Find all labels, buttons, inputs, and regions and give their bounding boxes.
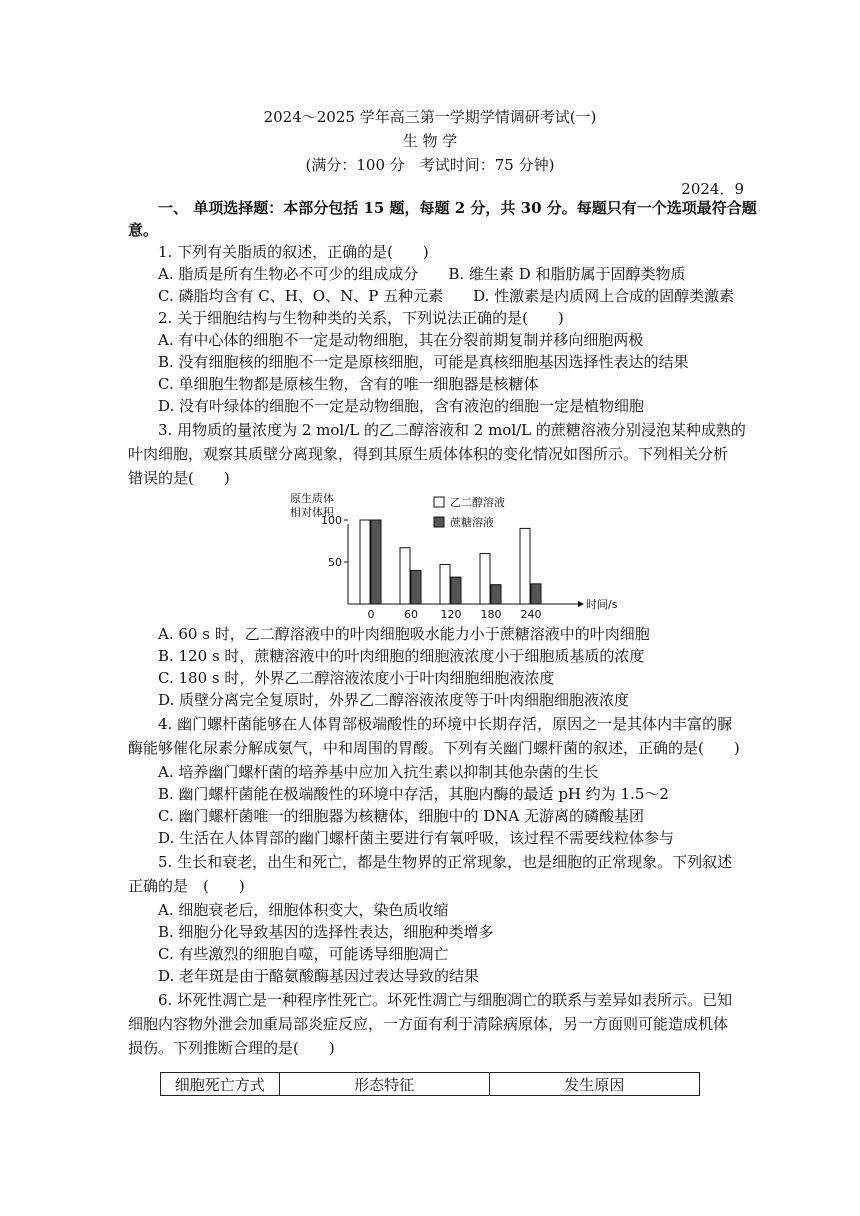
q6-stem-3: 损伤。下列推断合理的是( )	[128, 1039, 335, 1057]
bar-sucrose	[371, 520, 381, 604]
x-tick-label: 180	[480, 608, 502, 620]
q5-option-c: C. 有些激烈的细胞自噬，可能诱导细胞凋亡	[158, 945, 449, 963]
bar-ethylene-glycol	[440, 565, 450, 604]
q3-stem-3: 错误的是( )	[128, 469, 230, 487]
bar-ethylene-glycol	[480, 554, 490, 604]
q2-option-b: B. 没有细胞核的细胞不一定是原核细胞，可能是真核细胞基因选择性表达的结果	[158, 353, 689, 371]
cell-death-table	[160, 1072, 700, 1096]
bar-sucrose	[531, 584, 541, 604]
q4-stem-1: 4. 幽门螺杆菌能够在人体胃部极端酸性的环境中长期存活，原因之一是其体内丰富的脲	[158, 715, 733, 733]
q5-stem-2: 正确的是 ( )	[128, 877, 245, 895]
x-tick-label: 240	[520, 608, 542, 620]
q5-option-a: A. 细胞衰老后，细胞体积变大，染色质收缩	[158, 901, 449, 919]
q3-option-d: D. 质壁分离完全复原时，外界乙二醇溶液浓度等于叶肉细胞细胞液浓度	[158, 691, 630, 709]
bar-sucrose	[451, 577, 461, 604]
q4-option-d: D. 生活在人体胃部的幽门螺杆菌主要进行有氧呼吸，该过程不需要线粒体参与	[158, 829, 675, 847]
x-axis-arrow	[578, 601, 584, 607]
subject-title: 生 物 学	[402, 132, 458, 150]
y-axis-label-line2: 相对体积	[290, 506, 334, 519]
q1-stem: 1. 下列有关脂质的叙述，正确的是( )	[158, 243, 429, 261]
q2-option-c: C. 单细胞生物都是原核生物，含有的唯一细胞器是核糖体	[158, 375, 539, 393]
bar-sucrose	[411, 570, 421, 604]
y-tick-label: 100	[321, 514, 342, 527]
q5-stem-1: 5. 生长和衰老，出生和死亡，都是生物界的正常现象，也是细胞的正常现象。下列叙述	[158, 853, 733, 871]
legend-label: 乙二醇溶液	[450, 496, 505, 509]
q1-options-ab: A. 脂质是所有生物必不可少的组成成分 B. 维生素 D 和脂肪属于固醇类物质	[158, 265, 686, 283]
q2-option-a: A. 有中心体的细胞不一定是动物细胞，其在分裂前期复制并移向细胞两极	[158, 331, 644, 349]
q6-stem-1: 6. 坏死性凋亡是一种程序性死亡。坏死性凋亡与细胞凋亡的联系与差异如表所示。已知	[158, 991, 733, 1009]
q2-option-d: D. 没有叶绿体的细胞不一定是动物细胞，含有液泡的细胞一定是植物细胞	[158, 397, 645, 415]
q3-stem-1: 3. 用物质的量浓度为 2 mol/L 的乙二醇溶液和 2 mol/L 的蔗糖溶液分别浸泡某种成熟的	[158, 421, 746, 439]
bar-sucrose	[491, 585, 501, 604]
q3-option-c: C. 180 s 时，外界乙二醇溶液浓度小于叶肉细胞细胞液浓度	[158, 669, 555, 687]
q4-stem-2: 酶能够催化尿素分解成氨气，中和周围的胃酸。下列有关幽门螺杆菌的叙述，正确的是( )	[128, 739, 740, 757]
q4-option-c: C. 幽门螺杆菌唯一的细胞器为核糖体，细胞中的 DNA 无游离的磷酸基团	[158, 807, 645, 825]
q5-option-d: D. 老年斑是由于酪氨酸酶基因过表达导致的结果	[158, 967, 480, 985]
exam-date: 2024．9	[681, 180, 744, 198]
q1-options-cd: C. 磷脂均含有 C、H、O、N、P 五种元素 D. 性激素是内质网上合成的固醇类激素	[158, 287, 735, 305]
bar-ethylene-glycol	[520, 528, 530, 604]
q2-stem: 2. 关于细胞结构与生物种类的关系，下列说法正确的是( )	[158, 309, 564, 327]
q4-option-a: A. 培养幽门螺杆菌的培养基中应加入抗生素以抑制其他杂菌的生长	[158, 763, 599, 781]
q4-option-b: B. 幽门螺杆菌能在极端酸性的环境中存活，其胞内酶的最适 pH 约为 1.5～2	[158, 785, 669, 803]
exam-title: 2024～2025 学年高三第一学期学情调研考试(一)	[263, 108, 597, 126]
x-axis-label: 时间/s	[586, 598, 618, 611]
q5-option-b: B. 细胞分化导致基因的选择性表达，细胞种类增多	[158, 923, 494, 941]
table-header-cell: 细胞死亡方式	[161, 1073, 280, 1096]
protoplast-volume-bar-chart	[290, 490, 620, 620]
section-heading: 一、 单项选择题：本部分包括 15 题，每题 2 分，共 30 分。每题只有一个选项最符合题	[158, 199, 757, 217]
table-header-cell: 发生原因	[489, 1073, 699, 1096]
section-heading-cont: 意。	[128, 221, 159, 239]
legend-swatch	[434, 497, 444, 507]
exam-meta: (满分：100 分 考试时间：75 分钟)	[305, 156, 555, 174]
q3-option-a: A. 60 s 时，乙二醇溶液中的叶肉细胞吸水能力小于蔗糖溶液中的叶肉细胞	[158, 625, 650, 643]
q3-stem-2: 叶肉细胞，观察其质壁分离现象，得到其原生质体体积的变化情况如图所示。下列相关分析	[128, 445, 729, 463]
y-tick-label: 50	[328, 556, 342, 569]
legend-swatch	[434, 517, 444, 527]
y-axis-label-line1: 原生质体	[290, 492, 334, 505]
table-header-cell: 形态特征	[279, 1073, 489, 1096]
legend-label: 蔗糖溶液	[450, 516, 494, 529]
x-tick-label: 0	[367, 608, 375, 620]
x-tick-label: 60	[404, 608, 418, 620]
q3-option-b: B. 120 s 时，蔗糖溶液中的叶肉细胞的细胞液浓度小于细胞质基质的浓度	[158, 647, 645, 665]
bar-ethylene-glycol	[360, 520, 370, 604]
bar-ethylene-glycol	[400, 548, 410, 604]
q6-stem-2: 细胞内容物外泄会加重局部炎症反应，一方面有利于清除病原体，另一方面则可能造成机体	[128, 1015, 729, 1033]
table-header-row	[161, 1073, 700, 1096]
x-tick-label: 120	[440, 608, 462, 620]
